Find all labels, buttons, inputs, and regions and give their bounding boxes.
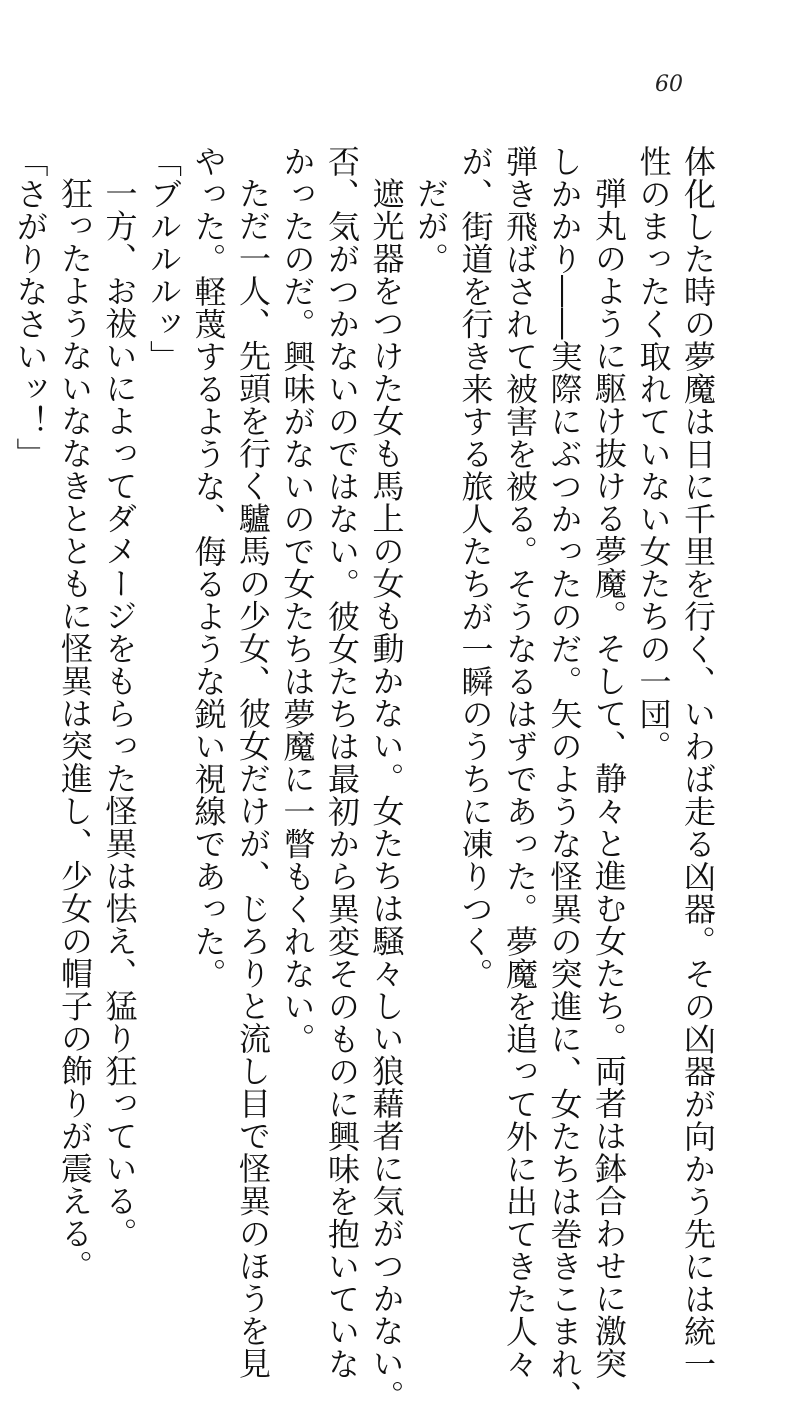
text-line: 一方、お祓いによってダメージをもらった怪異は怯え、猛り狂っている。 — [100, 177, 139, 1250]
text-line: やった。軽蔑するような、侮るような鋭い視線であった。 — [189, 145, 228, 990]
text-line: だが。 — [412, 177, 450, 275]
text-line: 弾丸のように駆け抜ける夢魔。そして、静々と進む女たち。両者は鉢合わせに激突 — [590, 177, 628, 1380]
text-line: ただ一人、先頭を行く驢馬の少女、彼女だけが、じろりと流し目で怪異のほうを見 — [234, 177, 272, 1380]
page-number: 60 — [655, 72, 683, 97]
text-line: 「さがりなさいッ！」 — [11, 145, 50, 470]
text-line: 体化した時の夢魔は日に千里を行く、いわば走る凶器。その凶器が向かう先には統一 — [679, 145, 717, 1380]
text-line: 性のまったく取れていない女たちの一団。 — [634, 145, 673, 763]
text-line: 否、気がつかないのではない。彼女たちは最初から異変そのものに興味を抱いていな — [323, 145, 361, 1380]
text-line: しかかり――実際にぶつかったのだ。矢のような怪異の突進に、女たちは巻きこまれ、 — [545, 145, 584, 1413]
text-line: 狂ったようないななきとともに怪異は突進し、少女の帽子の飾りが震える。 — [56, 177, 94, 1282]
text-line: 弾き飛ばされて被害を被る。そうなるはずであった。夢魔を追って外に出てきた人々 — [501, 145, 539, 1380]
text-line: かったのだ。興味がないので女たちは夢魔に一瞥もくれない。 — [278, 145, 317, 1055]
text-line: 「ブルルルッ」 — [145, 145, 183, 373]
text-line: が、街道を行き来する旅人たちが一瞬のうちに凍りつく。 — [456, 145, 495, 990]
text-line: 遮光器をつけた女も馬上の女も動かない。女たちは騒々しい狼藉者に気がつかない。 — [367, 177, 406, 1412]
vertical-text-body — [11, 145, 720, 1413]
